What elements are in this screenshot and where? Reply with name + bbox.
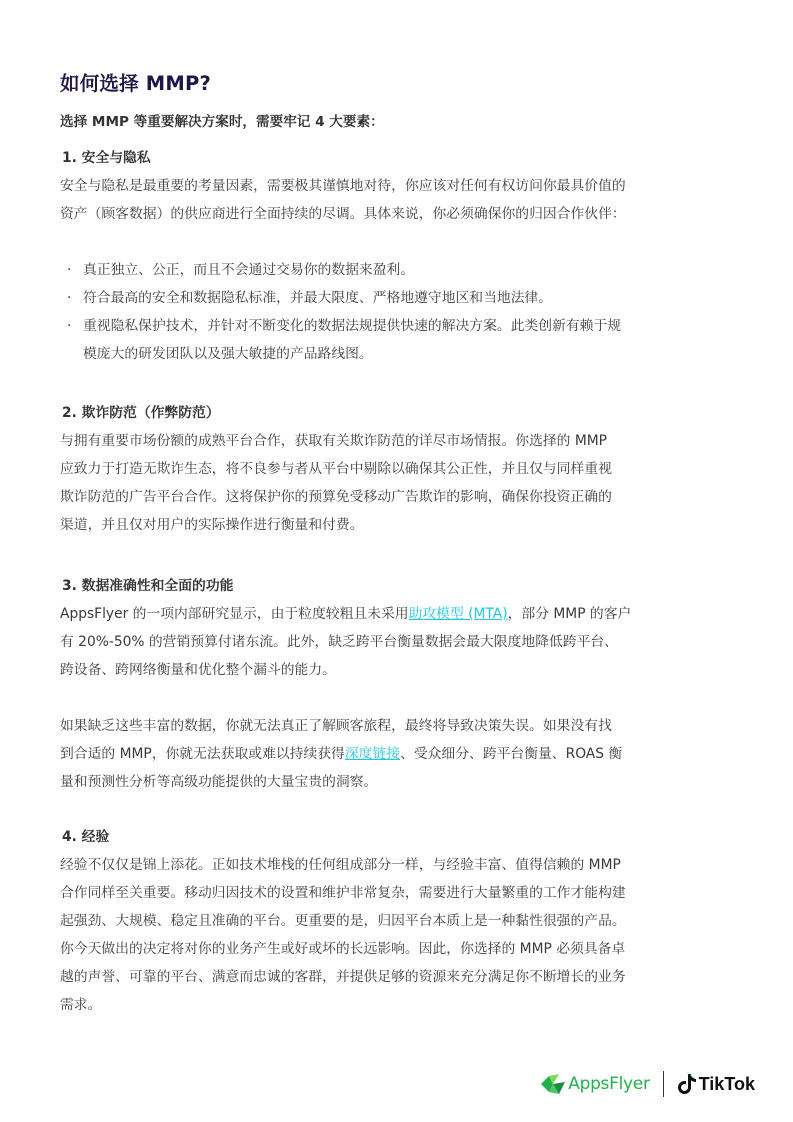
section-paragraph: [60, 600, 740, 684]
paragraph-line: 合作同样至关重要。移动归因技术的设置和维护非常复杂，需要进行大量繁重的工作才能构建: [60, 885, 626, 901]
paragraph-line: 欺诈防范的广告平台合作。这将保护你的预算免受移动广告欺诈的影响，确保你投资正确的: [60, 489, 612, 505]
footer-logos: [539, 1066, 755, 1102]
bullet-text: 符合最高的安全和数据隐私标准，并最大限度、严格地遵守地区和当地法律。: [83, 290, 553, 306]
paragraph-line: 应致力于打造无欺诈生态，将不良参与者从平台中剔除以确保其公正性，并且仅与同样重视: [60, 461, 612, 477]
section-data-accuracy: [60, 572, 740, 796]
tiktok-logo: [677, 1072, 755, 1096]
paragraph-line: 如果缺乏这些丰富的数据，你就无法真正了解顾客旅程，最终将导致决策失误。如果没有找: [60, 718, 612, 734]
section-paragraph: [60, 427, 740, 539]
section-fraud-prevention: [60, 399, 740, 539]
section-paragraph: [60, 172, 740, 228]
paragraph-line: 跨设备、跨网络衡量和优化整个漏斗的能力。: [60, 662, 336, 678]
bullet-dot-icon: ·: [67, 262, 72, 278]
appsflyer-logo: [539, 1070, 649, 1098]
paragraph-line: 有 20%-50% 的营销预算付诸东流。此外，缺乏跨平台衡量数据会最大限度地降低跨平台、: [60, 634, 618, 650]
paragraph-line: [60, 600, 740, 628]
section-heading: 1. 安全与隐私: [62, 150, 151, 166]
paragraph-line: 与拥有重要市场份额的成熟平台合作，获取有关欺诈防范的详尽市场情报。你选择的 MMP: [60, 433, 607, 449]
paragraph-line: 经验不仅仅是锦上添花。正如技术堆栈的任何组成部分一样，与经验丰富、值得信赖的 MMP: [60, 857, 621, 873]
page-subtitle: 选择 MMP 等重要解决方案时，需要牢记 4 大要素：: [60, 114, 384, 130]
bullet-text: 真正独立、公正，而且不会通过交易你的数据来盈利。: [83, 262, 415, 278]
paragraph-line: 你今天做出的决定将对你的业务产生或好或坏的长远影响。因此，你选择的 MMP 必须具备卓: [60, 941, 626, 957]
section-paragraph: [60, 712, 740, 796]
paragraph-line: 渠道，并且仅对用户的实际操作进行衡量和付费。: [60, 517, 364, 533]
mta-link[interactable]: 助攻模型 (MTA): [408, 606, 508, 622]
appsflyer-mark-icon: [539, 1070, 567, 1098]
paragraph-line: 安全与隐私是最重要的考量因素，需要极其谨慎地对待，你应该对任何有权访问你最具价值的: [60, 178, 626, 194]
paragraph-line: 需求。: [60, 997, 102, 1013]
appsflyer-wordmark: AppsFlyer: [568, 1074, 650, 1094]
paragraph-line: 越的声誉、可靠的平台、满意而忠诚的客群，并提供足够的资源来充分满足你不断增长的业务: [60, 969, 626, 985]
logo-divider: [663, 1071, 664, 1097]
section-paragraph: [60, 851, 740, 1019]
bullet-item: [60, 312, 740, 368]
bullet-list: [60, 256, 740, 368]
section-experience: [60, 823, 740, 1019]
bullet-dot-icon: ·: [67, 290, 72, 306]
text-run: 、受众细分、跨平台衡量、ROAS 衡: [400, 746, 623, 762]
bullet-item: [60, 256, 740, 284]
section-heading: 2. 欺诈防范（作弊防范）: [62, 405, 220, 421]
text-run: AppsFlyer 的一项内部研究显示，由于粒度较粗且未采用: [60, 606, 409, 622]
paragraph-line: 资产（顾客数据）的供应商进行全面持续的尽调。具体来说，你必须确保你的归因合作伙伴：: [60, 206, 626, 222]
section-heading: 4. 经验: [62, 829, 110, 845]
text-run: 到合适的 MMP，你就无法获取或难以持续获得: [60, 746, 345, 762]
page-title: 如何选择 MMP?: [60, 72, 212, 95]
bullet-dot-icon: ·: [67, 318, 72, 334]
deep-linking-link[interactable]: 深度链接: [344, 746, 401, 762]
section-heading: 3. 数据准确性和全面的功能: [62, 578, 234, 594]
bullet-item: [60, 284, 740, 312]
bullet-text: 模庞大的研发团队以及强大敏捷的产品路线图。: [83, 346, 373, 362]
bullet-text: 重视隐私保护技术，并针对不断变化的数据法规提供快速的解决方案。此类创新有赖于规: [83, 318, 622, 334]
paragraph-line: 量和预测性分析等高级功能提供的大量宝贵的洞察。: [60, 774, 378, 790]
tiktok-wordmark: TikTok: [698, 1073, 755, 1094]
paragraph-line: [60, 740, 740, 768]
section-security-privacy: [60, 144, 740, 368]
paragraph-line: 起强劲、大规模、稳定且准确的平台。更重要的是，归因平台本质上是一种黏性很强的产品。: [60, 913, 626, 929]
text-run: ，部分 MMP 的客户: [507, 606, 632, 622]
tiktok-note-icon: [677, 1072, 697, 1096]
